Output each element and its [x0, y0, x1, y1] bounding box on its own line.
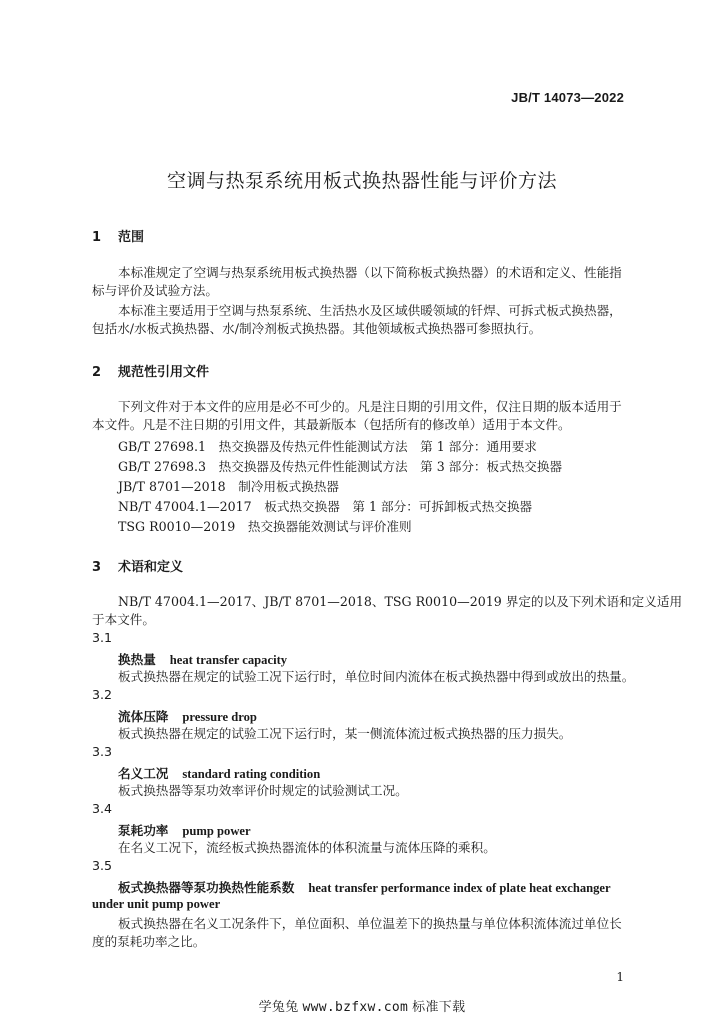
scope-paragraph-2-line-2: 包括水/水板式换热器、水/制冷剂板式换热器。其他领域板式换热器可参照执行。 [92, 321, 542, 336]
term-en: pump power [182, 824, 251, 838]
section-2-heading [92, 361, 209, 380]
term-zh: 换热量 [118, 652, 156, 667]
term-heading [118, 649, 287, 668]
section-number: 3 [92, 560, 102, 575]
term-en: pressure drop [182, 710, 257, 724]
scope-paragraph-1-line-1: 本标准规定了空调与热泵系统用板式换热器（以下简称板式换热器）的术语和定义、性能指 [118, 265, 622, 280]
term-heading [118, 706, 257, 725]
term-heading [118, 763, 320, 782]
scope-paragraph-1-line-2: 标与评价及试验方法。 [92, 283, 218, 298]
scope-paragraph-2-line-1: 本标准主要适用于空调与热泵系统、生活热水及区域供暖领域的钎焊、可拆式板式换热器， [118, 303, 622, 318]
term-heading [118, 820, 251, 839]
term-heading [118, 877, 611, 896]
term-zh: 流体压降 [118, 709, 169, 724]
term-definition: 在名义工况下，流经板式换热器流体的体积流量与流体压降的乘积。 [118, 840, 496, 855]
references-intro-line-1: 下列文件对于本文件的应用是必不可少的。凡是注日期的引用文件，仅注日期的版本适用于 [118, 399, 622, 414]
term-en: heat transfer capacity [169, 653, 288, 667]
term-en: standard rating condition [182, 767, 321, 781]
section-3-heading [92, 556, 183, 575]
footer-site-name: 学兔兔 [258, 1000, 299, 1015]
term-en: heat transfer performance index of plate heat exchanger [308, 881, 611, 895]
standard-number: JB/T 14073—2022 [511, 90, 624, 105]
footer-url[interactable]: www.bzfxw.com [302, 1000, 409, 1015]
section-1-heading [92, 226, 144, 245]
terms-intro-line-1: NB/T 47004.1—2017、JB/T 8701—2018、TSG R0010—2019 界定的以及下列术语和定义适用 [118, 594, 683, 609]
term-zh: 板式换热器等泵功换热性能系数 [118, 880, 295, 895]
term-zh: 名义工况 [118, 766, 169, 781]
section-title: 规范性引用文件 [118, 365, 210, 380]
reference-item: GB/T 27698.3 热交换器及传热元件性能测试方法 第 3 部分：板式热交换器 [118, 459, 563, 474]
term-en: under unit pump power [92, 897, 221, 911]
references-intro-line-2: 本文件。凡是不注日期的引用文件，其最新版本（包括所有的修改单）适用于本文件。 [92, 417, 571, 432]
clause-number: 3.1 [92, 630, 113, 645]
term-en-continuation [92, 896, 220, 912]
term-definition-line-2: 度的泵耗功率之比。 [92, 934, 206, 949]
reference-item: NB/T 47004.1—2017 板式热交换器 第 1 部分：可拆卸板式热交换器 [118, 499, 533, 514]
page-number: 1 [616, 970, 624, 984]
section-number: 2 [92, 365, 102, 380]
term-definition: 板式换热器在规定的试验工况下运行时，单位时间内流体在板式换热器中得到或放出的热量。 [118, 669, 635, 684]
section-title: 术语和定义 [118, 560, 184, 575]
reference-item: JB/T 8701—2018 制冷用板式换热器 [118, 479, 339, 494]
document-title: 空调与热泵系统用板式换热器性能与评价方法 [166, 170, 557, 192]
clause-number: 3.5 [92, 858, 113, 873]
section-number: 1 [92, 230, 102, 245]
reference-item: TSG R0010—2019 热交换器能效测试与评价准则 [118, 519, 412, 534]
reference-item: GB/T 27698.1 热交换器及传热元件性能测试方法 第 1 部分：通用要求 [118, 439, 537, 454]
clause-number: 3.2 [92, 687, 113, 702]
term-definition: 板式换热器在规定的试验工况下运行时，某一侧流体流过板式换热器的压力损失。 [118, 726, 572, 741]
section-title: 范围 [118, 230, 145, 245]
download-footer [0, 996, 724, 1015]
clause-number: 3.3 [92, 744, 113, 759]
footer-tagline: 标准下载 [412, 1000, 466, 1015]
term-definition-line-1: 板式换热器在名义工况条件下，单位面积、单位温差下的换热量与单位体积流体流过单位长 [118, 916, 622, 931]
term-definition: 板式换热器等泵功效率评价时规定的试验测试工况。 [118, 783, 408, 798]
terms-intro-line-2: 于本文件。 [92, 612, 155, 627]
term-zh: 泵耗功率 [118, 823, 169, 838]
clause-number: 3.4 [92, 801, 113, 816]
